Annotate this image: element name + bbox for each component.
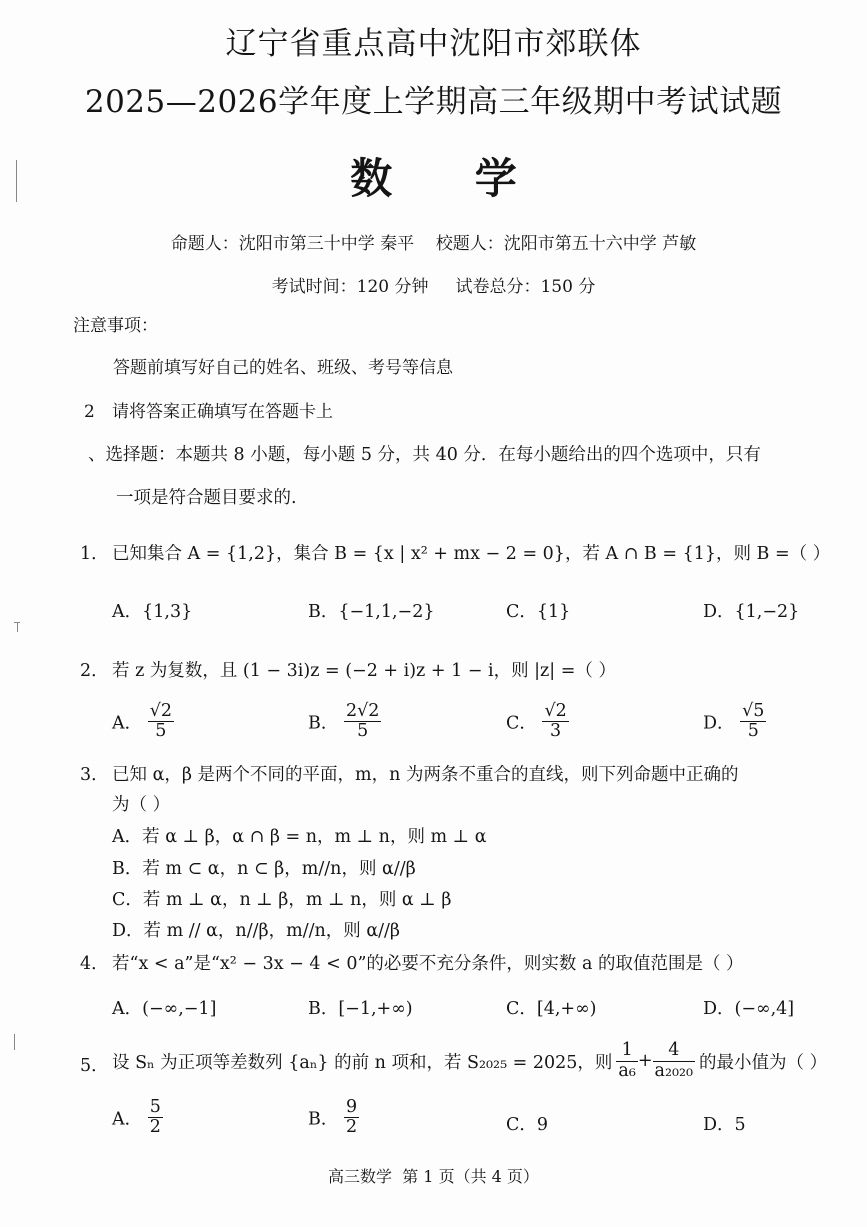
q5-option-a-label: A．	[112, 1109, 143, 1130]
q5-option-b-fraction	[344, 1098, 359, 1138]
q4-option-c: C．[4,+∞)	[506, 999, 597, 1019]
q5-option-b-numerator: 9	[345, 1097, 358, 1117]
q1-stem: 已知集合 A = {1,2}，集合 B = {x | x² + mx − 2 = 0}，若 A ∩ B = {1}，则 B =（ ）	[112, 544, 831, 564]
authors-line: 命题人：沈阳市第三十中学 秦平 校题人：沈阳市第五十六中学 芦敏	[170, 234, 697, 254]
exam-org-title: 辽宁省重点高中沈阳市郊联体	[225, 26, 642, 62]
binding-mark	[17, 622, 18, 632]
q5-option-b-denominator: 2	[345, 1117, 358, 1138]
q5-option-a-fraction	[148, 1098, 163, 1138]
q3-number: 3．	[80, 765, 109, 785]
q5-fraction-2-denominator: a₂₀₂₀	[654, 1060, 694, 1081]
q3-option-a: A．若 α ⊥ β，α ∩ β = n，m ⊥ n，则 m ⊥ α	[112, 827, 487, 847]
q2-option-c-fraction	[542, 702, 568, 742]
q2-option-b-denominator: 5	[357, 721, 369, 742]
q5-fraction-1-denominator: a₆	[618, 1060, 636, 1081]
q2-option-c-numerator: √2	[544, 701, 567, 721]
notes-item-2: 请将答案正确填写在答题卡上	[112, 402, 333, 422]
q2-option-c	[506, 702, 569, 742]
notes-item-2-number: 2	[84, 402, 95, 422]
q2-option-a-fraction	[148, 702, 174, 742]
q5-number: 5．	[80, 1056, 109, 1076]
notes-item-1: 答题前填写好自己的姓名、班级、考号等信息	[113, 358, 453, 378]
q5-stem	[112, 1039, 827, 1083]
q2-option-a	[112, 702, 174, 742]
q2-option-d-fraction	[740, 702, 766, 742]
q5-fraction-1	[616, 1041, 637, 1081]
q5-fraction-2-numerator: 4	[653, 1041, 696, 1061]
q4-number: 4．	[80, 954, 109, 974]
page-footer: 高三数学 第 1 页（共 4 页）	[328, 1167, 539, 1186]
q1-number: 1．	[80, 544, 109, 564]
q2-option-d	[703, 702, 766, 742]
q2-option-b-label: B．	[308, 713, 339, 734]
q4-stem: 若“x < a”是“x² − 3x − 4 < 0”的必要不充分条件，则实数 a 的取值范围是（ ）	[112, 954, 744, 974]
q2-number: 2．	[80, 661, 109, 681]
q5-plus-sign: +	[637, 1051, 653, 1071]
q2-option-b-numerator: 2√2	[345, 701, 380, 721]
q5-stem-part-2: 的最小值为（ ）	[699, 1052, 828, 1073]
binding-mark	[16, 160, 17, 202]
q5-option-b	[308, 1098, 359, 1138]
q5-option-c: C．9	[506, 1115, 549, 1135]
q2-option-b	[308, 702, 381, 742]
notes-title: 注意事项：	[73, 316, 158, 336]
q2-option-b-fraction	[344, 702, 381, 742]
q4-option-d: D．(−∞,4]	[703, 999, 795, 1019]
q5-option-a-numerator: 5	[149, 1097, 161, 1117]
q2-option-d-denominator: 5	[747, 721, 759, 742]
q2-option-a-label: A．	[112, 713, 143, 734]
q2-option-d-label: D．	[703, 713, 735, 734]
q3-option-d: D．若 m // α，n//β，m//n，则 α//β	[112, 921, 401, 941]
q5-stem-part-1: 设 Sₙ 为正项等差数列 {aₙ} 的前 n 项和，若 S₂₀₂₅ = 2025，则	[112, 1052, 613, 1073]
q1-option-b: B．{−1,1,−2}	[308, 602, 435, 622]
q2-option-a-denominator: 5	[155, 721, 167, 742]
q2-option-a-numerator: √2	[149, 701, 173, 721]
q2-option-d-numerator: √5	[742, 701, 765, 721]
q4-option-b: B．[−1,+∞)	[308, 999, 413, 1019]
q5-option-d: D．5	[703, 1115, 746, 1135]
q5-fraction-1-numerator: 1	[616, 1041, 637, 1061]
q3-stem: 已知 α，β 是两个不同的平面，m，n 为两条不重合的直线，则下列命题中正确的	[112, 765, 739, 785]
q4-option-a: A．(−∞,−1]	[112, 999, 217, 1019]
q5-fraction-2	[653, 1041, 696, 1081]
exam-time-line: 考试时间：120 分钟 试卷总分：150 分	[271, 277, 596, 297]
q3-stem-cont: 为（ ）	[112, 795, 171, 815]
section-heading-cont: 一项是符合题目要求的.	[116, 488, 297, 508]
binding-mark	[14, 1034, 15, 1050]
q2-option-c-denominator: 3	[550, 721, 562, 742]
q2-stem: 若 z 为复数，且 (1 − 3i)z = (−2 + i)z + 1 − i，则 |z| =（ ）	[112, 661, 616, 681]
q1-option-d: D．{1,−2}	[703, 602, 800, 622]
q5-option-a	[112, 1098, 163, 1138]
exam-title: 2025—2026学年度上学期高三年级期中考试试题	[84, 84, 783, 120]
q3-option-c: C．若 m ⊥ α，n ⊥ β，m ⊥ n，则 α ⊥ β	[112, 890, 452, 910]
q3-option-b: B．若 m ⊂ α，n ⊂ β，m//n，则 α//β	[112, 859, 416, 879]
q5-option-b-label: B．	[308, 1109, 339, 1130]
q5-option-a-denominator: 2	[149, 1117, 161, 1138]
q1-option-a: A．{1,3}	[112, 602, 193, 622]
q1-option-c: C．{1}	[506, 602, 571, 622]
q2-option-c-label: C．	[506, 713, 537, 734]
subject-title: 数 学	[350, 154, 551, 203]
section-heading: 、选择题：本题共 8 小题，每小题 5 分，共 40 分．在每小题给出的四个选项中，只有	[88, 445, 761, 465]
